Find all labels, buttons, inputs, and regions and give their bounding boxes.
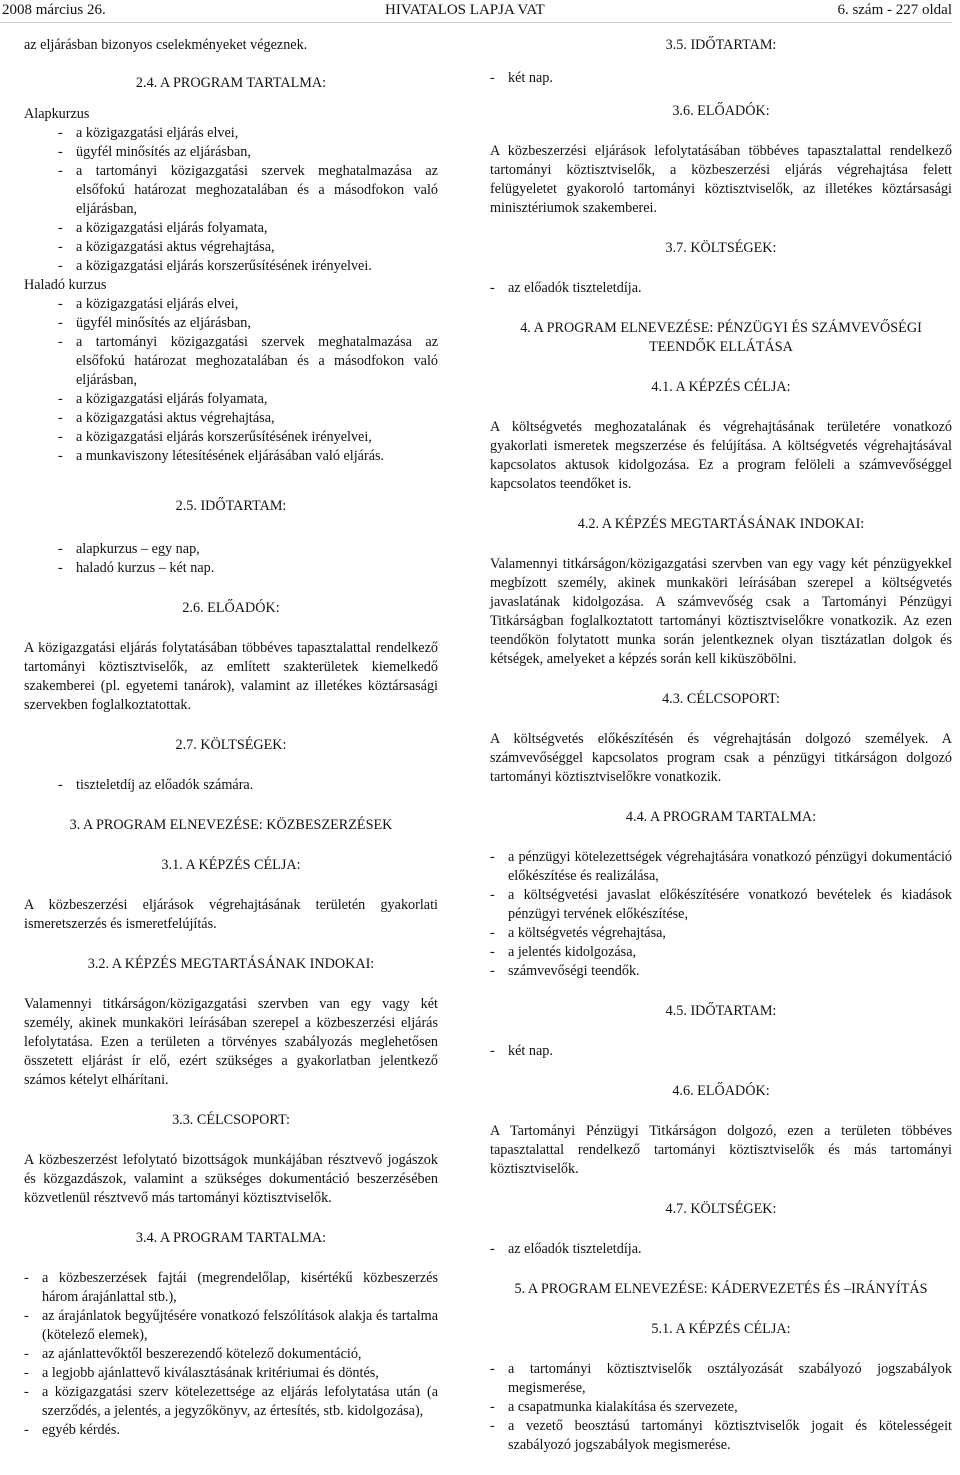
list-item: - ügyfél minősítés az eljárásban, <box>24 143 438 162</box>
duration-list <box>24 540 438 578</box>
list-item: - az előadók tiszteletdíja. <box>490 279 952 298</box>
list-item: - egyéb kérdés. <box>24 1421 438 1440</box>
list-item: - a költségvetési javaslat előkészítésére vonatkozó bevételek és kiadások pénzügyi tervének előkészítése, <box>490 886 952 924</box>
list-item: - a csapatmunka kialakítása és szervezete, <box>490 1398 952 1417</box>
reasons-text: Valamennyi titkárságon/közigazgatási szervben van egy vagy két személy, akinek munkaköri leírásában szerepel a közbeszerzési eljárás lefolytatása. Ezen a területen a törvényes szabályozás meglehetősen összetett eljárást ír elő, ezért szükséges a gyakorlatban jelentkező számos kételyt elhárítani. <box>24 996 438 1088</box>
lecturers-text: A közbeszerzési eljárások lefolytatásában többéves tapasztalattal rendelkező tartományi köztisztviselők, a közbeszerzési eljárás végrehajtása felett felügyeletet gyakoroló tartományi köztisztviselők, az illetékes köztársasági minisztériumok szakemberei. <box>490 143 952 216</box>
heading-2-6: 2.6. ELŐADÓK: <box>182 600 280 616</box>
heading-3-2: 3.2. A KÉPZÉS MEGTARTÁSÁNAK INDOKAI: <box>87 956 375 972</box>
heading-3-5: 3.5. IDŐTARTAM: <box>665 37 777 53</box>
advanced-course-title: Haladó kurzus <box>24 277 107 293</box>
lecturers-text: A közigazgatási eljárás folytatásában többéves tapasztalattal rendelkező tartományi köztisztviselők, az említett szakterületek kiemelkedő szakemberei (pl. egyetemi tanárok), valamint az illetékes köztársasági szervekben foglalkoztatottak. <box>24 640 438 713</box>
heading-4-2: 4.2. A KÉPZÉS MEGTARTÁSÁNAK INDOKAI: <box>577 516 865 532</box>
duration-list <box>490 69 952 88</box>
list-item: - a közbeszerzések fajtái (megrendelőlap, kisértékű közbeszerzés három árajánlattal stb.), <box>24 1269 438 1307</box>
costs-list <box>24 776 438 795</box>
heading-4-1: 4.1. A KÉPZÉS CÉLJA: <box>651 379 791 395</box>
heading-4: 4. A PROGRAM ELNEVEZÉSE: PÉNZÜGYI ÉS SZÁMVEVŐSÉGI TEENDŐK ELLÁTÁSA <box>520 320 922 355</box>
basic-course-title: Alapkurzus <box>24 106 90 122</box>
left-column <box>24 36 438 1440</box>
list-item: - a közigazgatási eljárás elvei, <box>24 124 438 143</box>
list-item: - a tartományi közigazgatási szervek meghatalmazása az elsőfokú határozat meghozatalában és a másodfokon való eljárásban, <box>24 333 438 390</box>
list-item: - a munkaviszony létesítésének eljárásában való eljárás. <box>24 447 438 466</box>
program-content-list <box>24 1269 438 1440</box>
list-item: - a tartományi köztisztviselők osztályozását szabályozó jogszabályok megismerése, <box>490 1360 952 1398</box>
duration-list-2 <box>490 1042 952 1061</box>
advanced-course-list <box>24 295 438 466</box>
list-item: - a közigazgatási eljárás folyamata, <box>24 219 438 238</box>
list-item: - a pénzügyi kötelezettségek végrehajtására vonatkozó pénzügyi dokumentáció előkészítése és realizálása, <box>490 848 952 886</box>
lecturers-text-2: A Tartományi Pénzügyi Titkárságon dolgozó, ezen a területen többéves tapasztalattal rendelkező tartományi köztisztviselők és más tartományi köztisztviselők. <box>490 1123 952 1177</box>
list-item: - a közigazgatási aktus végrehajtása, <box>24 238 438 257</box>
list-item: - alapkurzus – egy nap, <box>24 540 438 559</box>
heading-3: 3. A PROGRAM ELNEVEZÉSE: KÖZBESZERZÉSEK <box>69 817 393 833</box>
basic-course-list <box>24 124 438 276</box>
heading-3-4: 3.4. A PROGRAM TARTALMA: <box>135 1230 327 1246</box>
program-content-list <box>490 848 952 981</box>
list-item: - két nap. <box>490 1042 952 1061</box>
goal-list <box>490 1360 952 1455</box>
heading-5-1: 5.1. A KÉPZÉS CÉLJA: <box>651 1321 791 1337</box>
heading-3-7: 3.7. KÖLTSÉGEK: <box>665 240 777 256</box>
heading-3-1: 3.1. A KÉPZÉS CÉLJA: <box>161 857 301 873</box>
list-item: - a vezető beosztású tartományi köztisztviselők jogait és kötelességeit szabályozó jogszabályok megismerése. <box>490 1417 952 1455</box>
goal-text: A költségvetés meghozatalának és végrehajtásának területére vonatkozó gyakorlati ismeretek megszerzése és felújítása. A költségvetés végrehajtásával kapcsolatos aktusok kidolgozása. Ez a program felöleli a számvevőséggel kapcsolatos teendőket is. <box>490 419 952 492</box>
heading-4-5: 4.5. IDŐTARTAM: <box>665 1003 777 1019</box>
heading-5: 5. A PROGRAM ELNEVEZÉSE: KÁDERVEZETÉS ÉS –IRÁNYÍTÁS <box>514 1281 928 1297</box>
costs-list <box>490 279 952 298</box>
list-item: - a közigazgatási eljárás korszerűsítésének irényelvei. <box>24 257 438 276</box>
target-group-text: A közbeszerzést lefolytató bizottságok munkájában résztvevő jogászok és közgazdászok, valamint a szükséges dokumentáció beszerzésében közvetlenül résztvevő más tartományi köztisztviselők. <box>24 1152 438 1206</box>
list-item: - a legjobb ajánlattevő kiválasztásának kritériumai és döntés, <box>24 1364 438 1383</box>
list-item: - ügyfél minősítés az eljárásban, <box>24 314 438 333</box>
heading-4-3: 4.3. CÉLCSOPORT: <box>662 691 780 707</box>
list-item: - az előadók tiszteletdíja. <box>490 1240 952 1259</box>
list-item: - a közigazgatási eljárás folyamata, <box>24 390 438 409</box>
right-column <box>490 36 952 1455</box>
heading-2-4: 2.4. A PROGRAM TARTALMA: <box>135 75 327 91</box>
page-header <box>0 0 952 23</box>
list-item: - a közigazgatási eljárás elvei, <box>24 295 438 314</box>
list-item: - a közigazgatási szerv kötelezettsége az eljárás lefolytatása után (a szerződés, a jelentés, a jegyzőkönyv, az értesítés, stb. kidolgozása), <box>24 1383 438 1421</box>
list-item: - két nap. <box>490 69 952 88</box>
costs-list-2 <box>490 1240 952 1259</box>
list-item: - a költségvetés végrehajtása, <box>490 924 952 943</box>
header-publication: HIVATALOS LAPJA VAT <box>385 2 545 18</box>
list-item: - a tartományi közigazgatási szervek meghatalmazása az elsőfokú határozat meghozatalában és a másodfokon való eljárásban, <box>24 162 438 219</box>
intro-text: az eljárásban bizonyos cselekményeket végeznek. <box>24 37 308 53</box>
heading-4-6: 4.6. ELŐADÓK: <box>672 1083 770 1099</box>
heading-2-7: 2.7. KÖLTSÉGEK: <box>175 737 287 753</box>
heading-3-3: 3.3. CÉLCSOPORT: <box>172 1112 290 1128</box>
list-item: - tiszteletdíj az előadók számára. <box>24 776 438 795</box>
list-item: - a közigazgatási aktus végrehajtása, <box>24 409 438 428</box>
goal-text: A közbeszerzési eljárások végrehajtásának területén gyakorlati ismeretszerzés és ismeretfelújítás. <box>24 897 438 932</box>
list-item: - haladó kurzus – két nap. <box>24 559 438 578</box>
reasons-text: Valamennyi titkárságon/közigazgatási szervben van egy vagy két pénzügyekkel megbízott személy, akinek munkaköri leírásában szerepel a költségvetés javaslatának kidolgozása. A számvevőség csak a Tartományi Pénzügyi Titkárságban foglalkoztatott tartományi köztisztviselőkre vonatkozik. Az ezen teendőkön folytatott munka során jelentkeznek olyan tisztázatlan dolgok és kétségek, amelyeket a képzés során kell kiküszöbölni. <box>490 556 952 667</box>
heading-2-5: 2.5. IDŐTARTAM: <box>175 498 287 514</box>
list-item: - a jelentés kidolgozása, <box>490 943 952 962</box>
header-date: 2008 március 26. <box>2 2 106 18</box>
heading-4-4: 4.4. A PROGRAM TARTALMA: <box>625 809 817 825</box>
list-item: - az ajánlattevőktől beszerezendő kötelező dokumentáció, <box>24 1345 438 1364</box>
list-item: - számvevőségi teendők. <box>490 962 952 981</box>
target-group-text: A költségvetés előkészítésén és végrehajtásán dolgozó személyek. A számvevőséggel kapcsolatos program csak a pénzügyi titkárságon dolgozó tartományi köztisztviselőkre vonatkozik. <box>490 731 952 785</box>
list-item: - az árajánlatok begyűjtésére vonatkozó felszólítások alakja és tartalma (kötelező elemek), <box>24 1307 438 1345</box>
list-item: - a közigazgatási eljárás korszerűsítésének irényelvei, <box>24 428 438 447</box>
heading-4-7: 4.7. KÖLTSÉGEK: <box>665 1201 777 1217</box>
header-page-number: 6. szám - 227 oldal <box>837 2 952 18</box>
heading-3-6: 3.6. ELŐADÓK: <box>672 103 770 119</box>
